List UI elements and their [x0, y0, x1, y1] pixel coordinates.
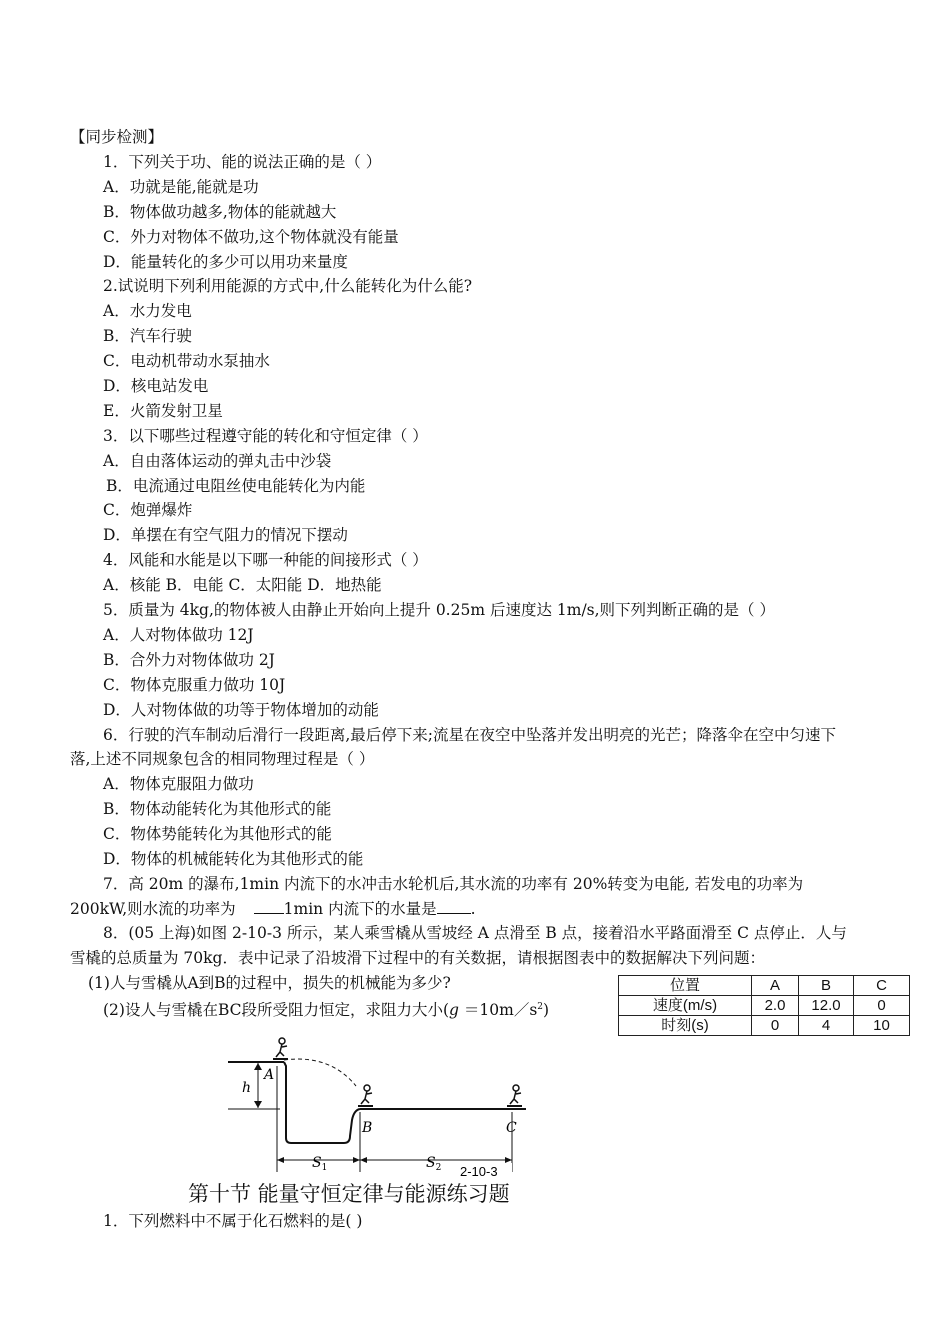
q2-stem: 2.试说明下列利用能源的方式中,什么能转化为什么能? [103, 277, 473, 295]
q3-option-a: A．自由落体运动的弹丸击中沙袋 [103, 452, 332, 470]
table-row-label: 时刻(s) [619, 1016, 752, 1036]
q6-option-c: C．物体势能转化为其他形式的能 [103, 825, 332, 843]
q4-options: A．核能 B．电能 C．太阳能 D．地热能 [103, 576, 382, 594]
q1-option-b: B．物体做功越多,物体的能就越大 [103, 203, 337, 221]
q7-text-a: 200kW,则水流的功率为 [70, 900, 236, 918]
q2-option-e: E．火箭发射卫星 [103, 402, 223, 420]
table-header-cell: 位置 [619, 976, 752, 996]
q8-sub2-g: g [449, 1001, 459, 1020]
table-header-cell: C [854, 976, 910, 996]
label-s1-subscript: 1 [321, 1163, 328, 1173]
table-cell: 12.0 [799, 996, 854, 1016]
table-cell: 2.0 [752, 996, 799, 1016]
label-c: C [506, 1120, 517, 1136]
sled-slope-figure [220, 1030, 530, 1180]
q3-option-b: B．电流通过电阻丝使电能转化为内能 [106, 477, 366, 495]
q5-option-a: A．人对物体做功 12J [103, 626, 254, 644]
table-header-cell: A [752, 976, 799, 996]
q8-sub2-text: (2)设人与雪橇在BC段所受阻力恒定，求阻力大小( [103, 1001, 450, 1020]
q6-stem-line1: 6．行驶的汽车制动后滑行一段距离,最后停下来;流星在夜空中坠落并发出明亮的光芒；降落伞在空中匀速下 [103, 726, 837, 744]
q6-option-a: A．物体克服阻力做功 [103, 775, 254, 793]
table-header-row [619, 976, 910, 996]
table-header-cell: B [799, 976, 854, 996]
table-row [619, 996, 910, 1016]
label-b: B [362, 1120, 373, 1136]
section2-heading: 第十节 能量守恒定律与能源练习题 [188, 1182, 510, 1206]
table-row-label: 速度(m/s) [619, 996, 752, 1016]
label-s2-letter: S [426, 1155, 436, 1171]
q2-option-b: B．汽车行驶 [103, 327, 192, 345]
q6-stem-line2: 落,上述不同规象包含的相同物理过程是（ ） [70, 750, 375, 768]
q6-option-b: B．物体动能转化为其他形式的能 [103, 800, 332, 818]
q8-line2: 雪橇的总质量为 70kg．表中记录了沿坡滑下过程中的有关数据，请根据图表中的数据解决下列问题： [70, 949, 765, 967]
q1-stem: 1．下列关于功、能的说法正确的是（ ） [103, 153, 382, 171]
q7-line1: 7．高 20m 的瀑布,1min 内流下的水冲击水轮机后,其水流的功率有 20%转变为电能, 若发电的功率为 [103, 875, 804, 893]
q8-sub2-close: ) [543, 1001, 550, 1020]
label-s2-subscript: 2 [435, 1163, 442, 1173]
q8-line1: 8．(05 上海)如图 2-10-3 所示，某人乘雪橇从雪坡经 A 点滑至 B 点，接着沿水平路面滑至 C 点停止．人与 [103, 924, 847, 942]
q1-option-d: D．能量转化的多少可以用功来量度 [103, 253, 348, 271]
q3-stem: 3．以下哪些过程遵守能的转化和守恒定律（ ） [103, 427, 428, 445]
table-cell: 4 [799, 1016, 854, 1036]
q5-option-c: C．物体克服重力做功 10J [103, 676, 286, 694]
q2-option-d: D．核电站发电 [103, 377, 209, 395]
q7-text-c: . [470, 900, 476, 918]
table-cell: 10 [854, 1016, 910, 1036]
label-s1-letter: S [312, 1155, 322, 1171]
q8-sub2-value: ＝10m／s [458, 1001, 538, 1020]
label-h: h [242, 1080, 252, 1096]
q7-line2 [70, 899, 476, 919]
section2-q1: 1．下列燃料中不属于化石燃料的是( ) [103, 1212, 363, 1230]
label-s1 [312, 1155, 327, 1173]
q8-subquestion-2 [103, 997, 549, 1020]
q2-option-a: A．水力发电 [103, 302, 192, 320]
table-row [619, 1016, 910, 1036]
q6-option-d: D．物体的机械能转化为其他形式的能 [103, 850, 364, 868]
q7-blank-2 [437, 899, 471, 914]
skier-at-c-icon [507, 1085, 522, 1106]
figure-caption: 2-10-3 [460, 1164, 498, 1179]
q2-option-c: C．电动机带动水泵抽水 [103, 352, 270, 370]
q4-stem: 4．风能和水能是以下哪一种能的间接形式（ ） [103, 551, 428, 569]
q1-option-a: A．功就是能,能就是功 [103, 178, 259, 196]
q8-sub2-exponent: 2 [537, 1002, 544, 1012]
q3-option-d: D．单摆在有空气阻力的情况下摆动 [103, 526, 348, 544]
label-a: A [264, 1067, 275, 1083]
q5-option-d: D．人对物体做的功等于物体增加的动能 [103, 701, 379, 719]
q7-text-b: 1min 内流下的水量是 [283, 900, 437, 918]
q5-option-b: B．合外力对物体做功 2J [103, 651, 275, 669]
table-cell: 0 [854, 996, 910, 1016]
label-s2 [426, 1155, 441, 1173]
skier-at-a-icon [273, 1038, 288, 1059]
data-table [618, 975, 910, 1036]
q3-option-c: C．炮弹爆炸 [103, 501, 193, 519]
q8-subquestion-1: (1)人与雪橇从A到B的过程中，损失的机械能为多少? [88, 974, 451, 992]
q5-stem: 5．质量为 4kg,的物体被人由静止开始向上提升 0.25m 后速度达 1m/s,则下列判断正确的是（ ） [103, 601, 775, 619]
q1-option-c: C．外力对物体不做功,这个物体就没有能量 [103, 228, 399, 246]
skier-at-b-icon [358, 1085, 373, 1106]
section-title: 【同步检测】 [70, 128, 164, 146]
q7-blank-1 [254, 899, 284, 914]
table-cell: 0 [752, 1016, 799, 1036]
